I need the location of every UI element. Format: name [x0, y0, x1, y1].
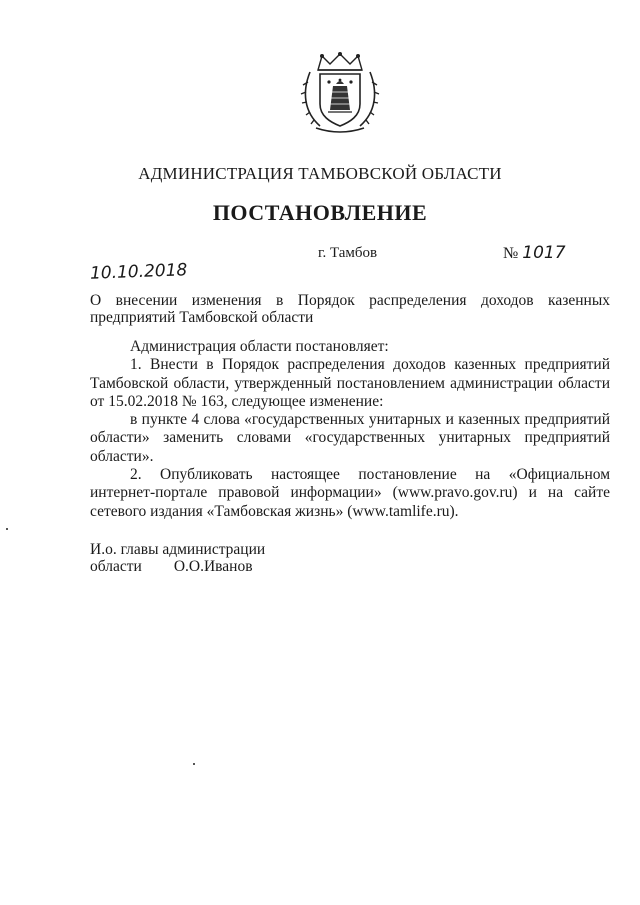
document-body — [90, 338, 610, 521]
preamble: Администрация области постановляет: — [130, 338, 389, 355]
signatory-name: О.О.Иванов — [173, 558, 253, 575]
body-line: 2. Опубликовать настоящее постановление на «Официальном — [130, 466, 610, 484]
document-type-title: ПОСТАНОВЛЕНИЕ — [212, 200, 428, 225]
document-date: 10.10.2018 — [89, 260, 188, 284]
signatory-position: И.о. главы администрации — [90, 541, 266, 558]
scan-speck — [6, 528, 8, 530]
signatory-position-region: области — [90, 558, 142, 575]
document-subject — [90, 292, 610, 326]
body-line: сетевого издания «Тамбовская жизнь» (www.tamlife.ru). — [90, 502, 459, 520]
organization-title: АДМИНИСТРАЦИЯ ТАМБОВСКОЙ ОБЛАСТИ — [138, 164, 502, 183]
body-line: в пункте 4 слова «государственных унитарных и казенных предприятий — [130, 411, 610, 429]
body-line: 1. Внести в Порядок распределения доходов казенных предприятий — [130, 356, 610, 374]
document-number — [503, 243, 566, 263]
signature-block — [90, 541, 265, 575]
body-line: Тамбовской области, утвержденный постановлением администрации области — [90, 374, 610, 392]
body-line: интернет-портале правовой информации» (www.pravo.gov.ru) и на сайте — [90, 484, 610, 502]
body-line: от 15.02.2018 № 163, следующее изменение: — [90, 392, 384, 410]
number-label: № — [503, 245, 519, 262]
body-line: области» заменить словами «государственных унитарных предприятий — [90, 429, 610, 447]
city-label: г. Тамбов — [318, 245, 378, 261]
subject-line: О внесении изменения в Порядок распределения доходов казенных — [90, 292, 610, 309]
coat-of-arms-emblem-icon — [300, 52, 380, 134]
subject-line: предприятий Тамбовской области — [90, 309, 314, 326]
scan-speck — [193, 763, 195, 765]
body-line: области». — [90, 447, 154, 465]
number-value: 1017 — [522, 243, 566, 263]
